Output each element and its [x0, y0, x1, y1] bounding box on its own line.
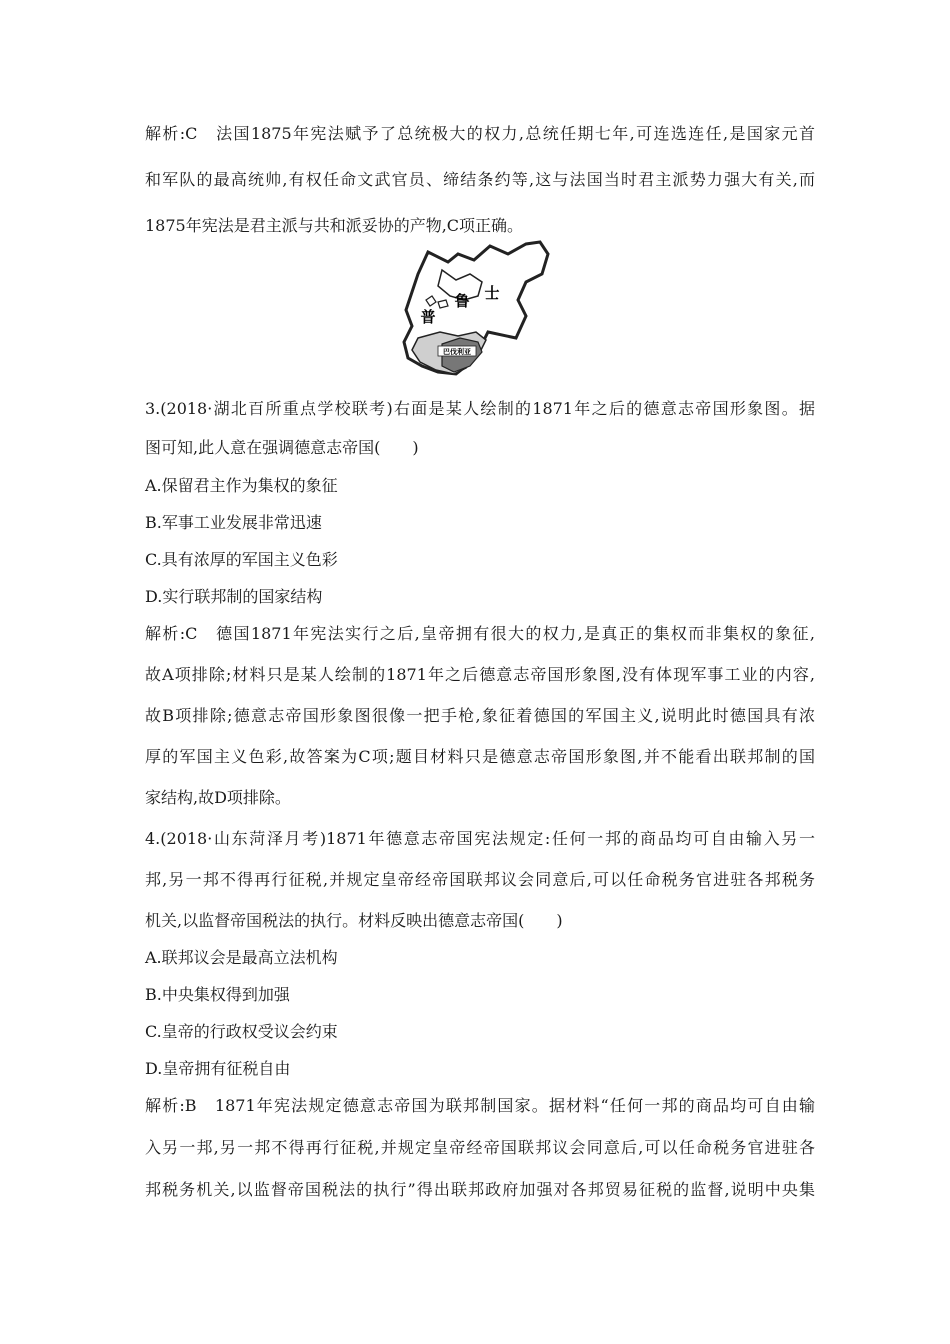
map-label-pu: 普	[420, 308, 436, 326]
map-label-bavaria: 巴伐利亚	[443, 348, 471, 356]
q3-stem-line-2: 图可知,此人意在强调德意志帝国( )	[145, 438, 419, 457]
q4-analysis-line-2: 入另一邦,另一邦不得再行征税,并规定皇帝经帝国联邦议会同意后,可以任命税务官进驻各	[145, 1138, 815, 1157]
q3-option-c: C.具有浓厚的军国主义色彩	[145, 550, 338, 569]
map-label-lu: 鲁	[454, 292, 470, 310]
q4-option-b: B.中央集权得到加强	[145, 985, 290, 1004]
map-label-shi: 士	[484, 284, 500, 302]
q4-analysis-line-3: 邦税务机关,以监督帝国税法的执行”得出联邦政府加强对各邦贸易征税的监督,说明中央集	[145, 1180, 815, 1199]
q3-analysis-line-5: 家结构,故D项排除。	[145, 788, 291, 807]
small-state-2	[438, 300, 448, 308]
q4-stem-line-2: 邦,另一邦不得再行征税,并规定皇帝经帝国联邦议会同意后,可以任命税务官进驻各邦税务	[145, 870, 815, 889]
q3-analysis-line-3: 故B项排除;德意志帝国形象图很像一把手枪,象征着德国的军国主义,说明此时德国具有浓	[145, 706, 815, 725]
q3-stem-line-1: 3.(2018·湖北百所重点学校联考)右面是某人绘制的1871年之后的德意志帝国形象图。据	[145, 399, 815, 418]
q3-analysis-line-1: 解析:C 德国1871年宪法实行之后,皇帝拥有很大的权力,是真正的集权而非集权的象征,	[145, 624, 815, 643]
q4-stem-line-1: 4.(2018·山东菏泽月考)1871年德意志帝国宪法规定:任何一邦的商品均可自由输入另一	[145, 829, 815, 848]
q2-analysis-line-2: 和军队的最高统帅,有权任命文武官员、缔结条约等,这与法国当时君主派势力强大有关,而	[145, 170, 815, 189]
q4-option-a: A.联邦议会是最高立法机构	[145, 948, 338, 967]
q3-analysis-line-4: 厚的军国主义色彩,故答案为C项;题目材料只是德意志帝国形象图,并不能看出联邦制的国	[145, 747, 815, 766]
q3-option-a: A.保留君主作为集权的象征	[145, 476, 338, 495]
q4-option-c: C.皇帝的行政权受议会约束	[145, 1022, 338, 1041]
q2-analysis-line-1: 解析:C 法国1875年宪法赋予了总统极大的权力,总统任期七年,可连选连任,是国家元首	[145, 124, 815, 143]
q3-option-d: D.实行联邦制的国家结构	[145, 587, 323, 606]
q3-analysis-line-2: 故A项排除;材料只是某人绘制的1871年之后德意志帝国形象图,没有体现军事工业的内容,	[145, 665, 815, 684]
q4-option-d: D.皇帝拥有征税自由	[145, 1059, 291, 1078]
q4-analysis-line-1: 解析:B 1871年宪法规定德意志帝国为联邦制国家。据材料“任何一邦的商品均可自由输	[145, 1096, 815, 1115]
q2-analysis-line-3: 1875年宪法是君主派与共和派妥协的产物,C项正确。	[145, 216, 524, 235]
q4-stem-line-3: 机关,以监督帝国税法的执行。材料反映出德意志帝国( )	[145, 911, 563, 930]
german-empire-map	[398, 240, 550, 378]
q3-option-b: B.军事工业发展非常迅速	[145, 513, 322, 532]
